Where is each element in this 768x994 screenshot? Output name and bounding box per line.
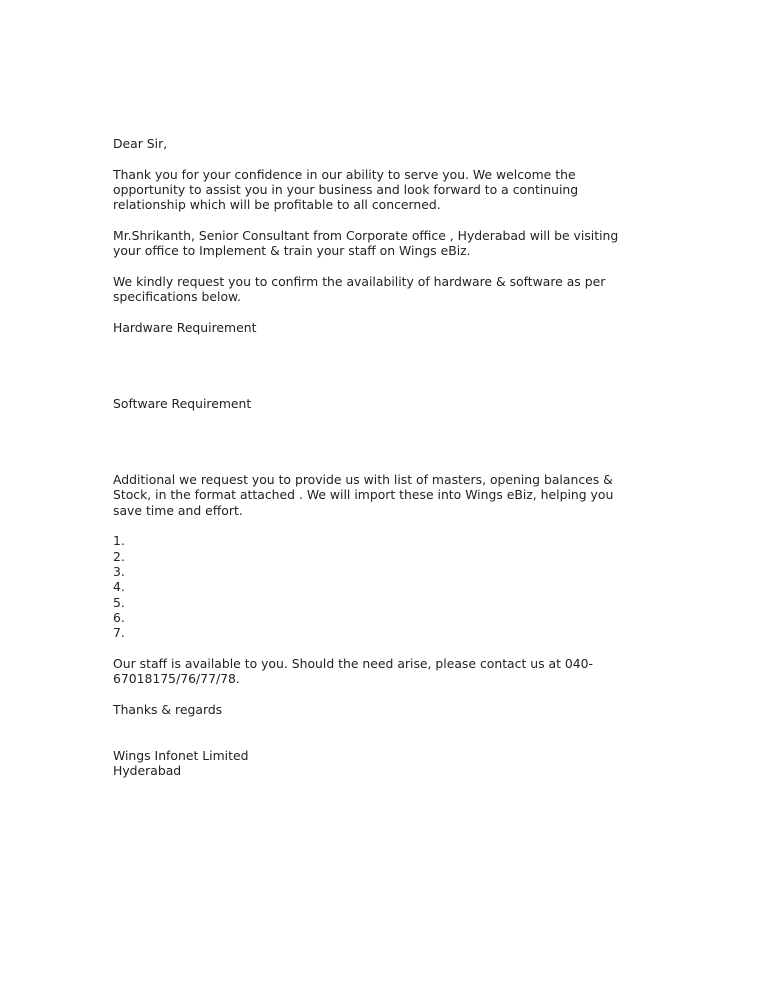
letter-body [113, 136, 643, 778]
visit-paragraph: Mr.Shrikanth, Senior Consultant from Corporate office , Hyderabad will be visiting your office to Implement & train your staff on Wings eBiz. [113, 227, 619, 259]
contact-paragraph: Our staff is available to you. Should the need arise, please contact us at 040-67018175/76/77/78. [113, 655, 594, 687]
list-item: 1. [113, 533, 125, 549]
salutation: Dear Sir, [113, 136, 168, 151]
list-item: 3. [113, 563, 125, 579]
thanks-paragraph: Thank you for your confidence in our ability to serve you. We welcome the opportunity to assist you in your business and look forward to a continuing relationship which will be profitable to all concerned. [113, 166, 579, 213]
signature-city: Hyderabad [113, 762, 182, 778]
hardware-requirement-heading: Hardware Requirement [113, 319, 257, 335]
list-item: 7. [113, 625, 125, 641]
software-requirement-heading: Software Requirement [113, 395, 252, 411]
list-item: 2. [113, 548, 125, 564]
hardware-spacer [113, 335, 643, 396]
signature-company: Wings Infonet Limited [113, 747, 249, 763]
additional-paragraph: Additional we request you to provide us with list of masters, opening balances & Stock, in the format attached . We will import these into Wings eBiz, helping you save time and effort. [113, 472, 614, 518]
closing: Thanks & regards [113, 701, 223, 717]
numbered-list [113, 533, 643, 640]
list-item: 4. [113, 579, 125, 595]
list-item: 5. [113, 594, 125, 610]
software-spacer [113, 411, 643, 472]
request-paragraph: We kindly request you to confirm the availability of hardware & software as per specifications below. [113, 273, 606, 304]
list-item: 6. [113, 609, 125, 625]
